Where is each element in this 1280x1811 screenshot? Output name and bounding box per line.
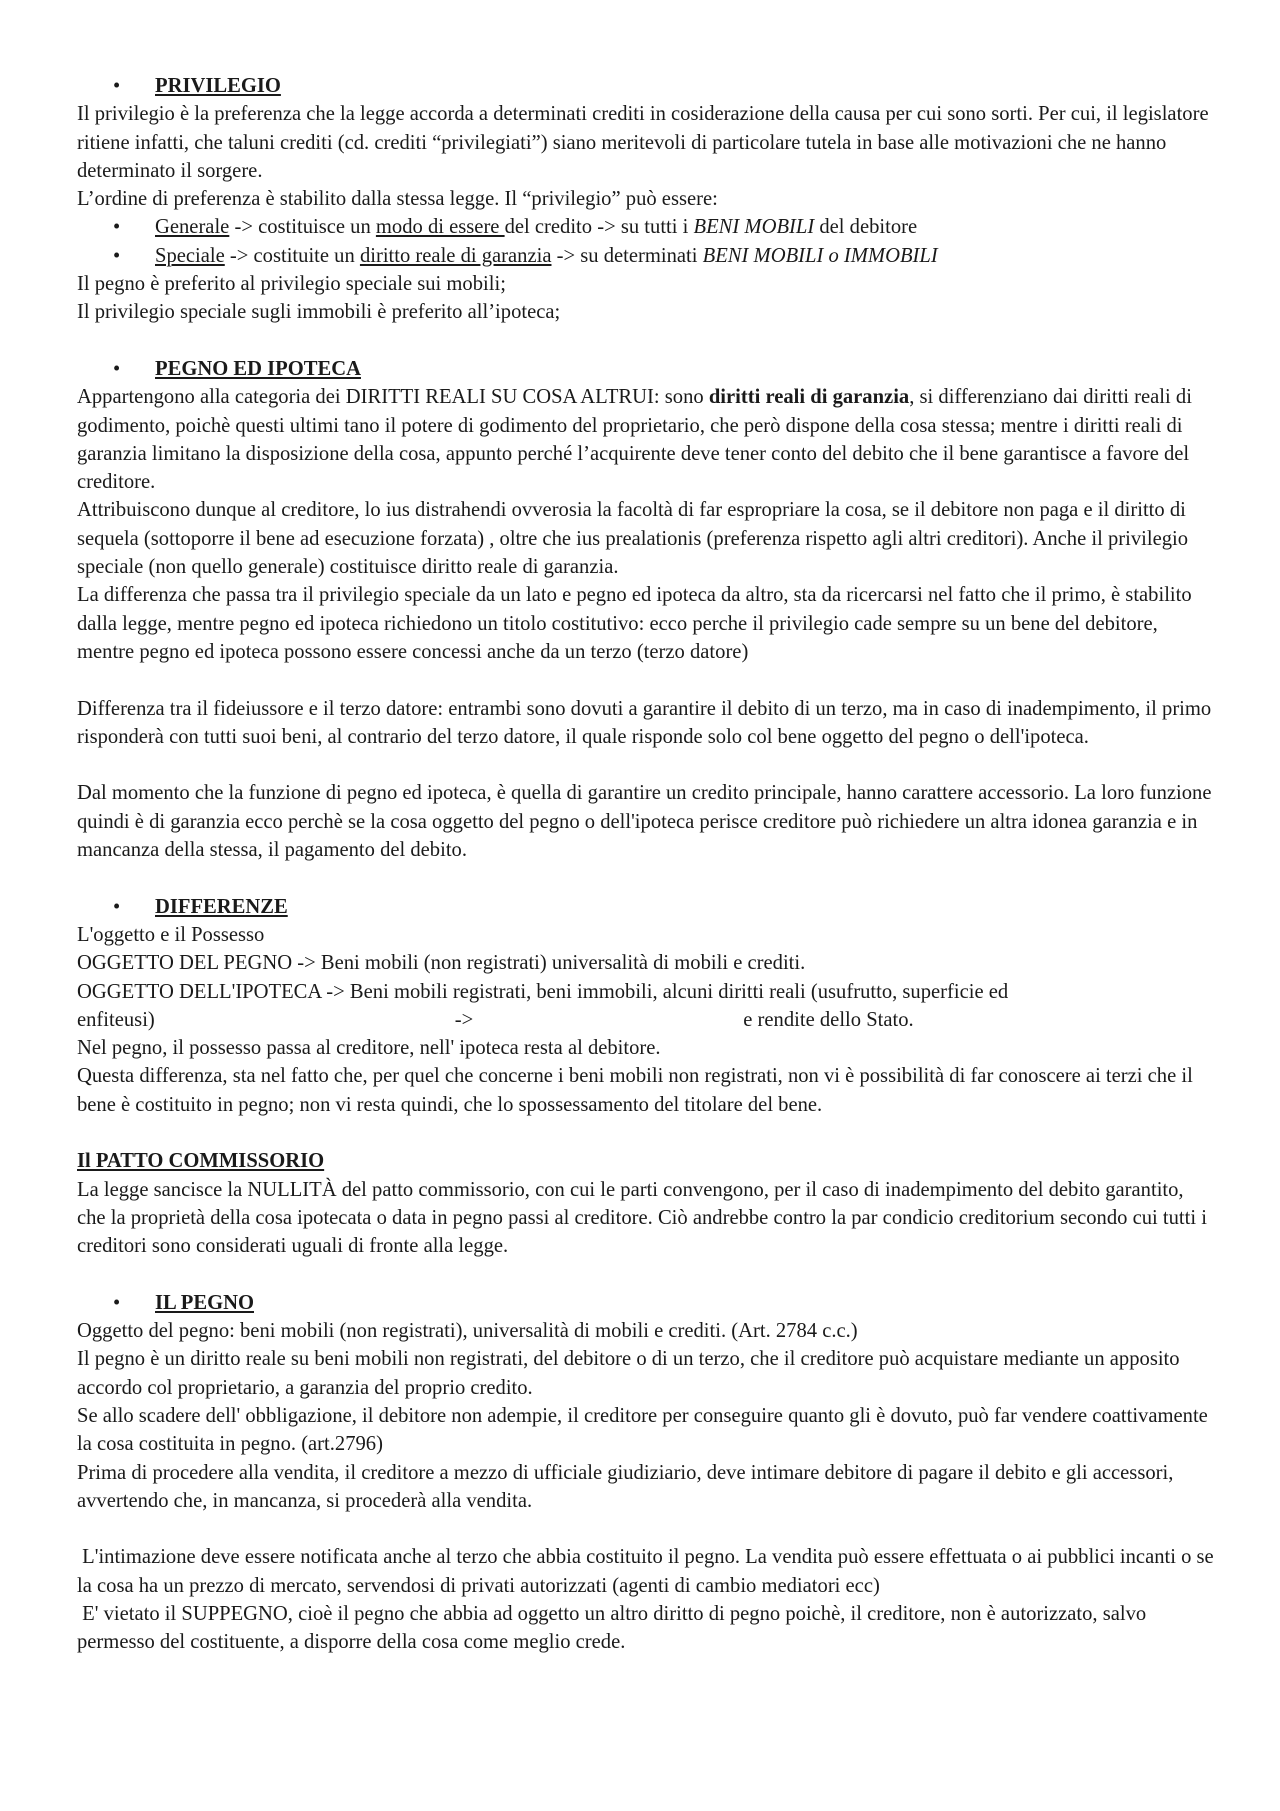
line: Nel pegno, il possesso passa al creditore, nell' ipoteca resta al debitore. <box>77 1037 661 1060</box>
heading-text: PEGNO ED IPOTECA <box>155 357 361 380</box>
section-heading-il-pegno <box>77 1289 1217 1317</box>
term-speciale: Speciale <box>155 244 225 267</box>
line: OGGETTO DEL PEGNO -> Beni mobili (non registrati) universalità di mobili e crediti. <box>77 952 806 975</box>
text: e rendite dello Stato. <box>743 1008 914 1031</box>
line <box>77 1006 1217 1034</box>
spacer <box>77 1260 1217 1288</box>
section-heading-patto <box>77 1147 1217 1175</box>
paragraph: Oggetto del pegno: beni mobili (non registrati), universalità di mobili e crediti. (Art. 2784 c.c.) <box>77 1320 858 1343</box>
list-item-speciale <box>77 242 1217 270</box>
text: enfiteusi) <box>77 1008 155 1031</box>
heading-text: PRIVILEGIO <box>155 75 281 97</box>
paragraph: La differenza che passa tra il privilegio speciale da un lato e pegno ed ipoteca da altro, sta da ricercarsi nel fatto che il primo, è stabilito dalla legge, mentre pegno ed ipoteca richiedono un titolo costitutivo: ecco perche il privilegio cade sempre su un bene del debitore, mentre pegno ed ipoteca possono essere concessi anche da un terzo (terzo datore) <box>77 584 1192 663</box>
spacer <box>77 1119 1217 1147</box>
bullet-dot: • <box>113 75 121 97</box>
bullet-dot: • <box>113 216 121 239</box>
heading-text: IL PEGNO <box>155 1291 254 1314</box>
arrow-text: -> <box>454 1008 474 1031</box>
text: del credito -> su tutti i <box>504 216 694 239</box>
line: OGGETTO DELL'IPOTECA -> Beni mobili registrati, beni immobili, alcuni diritti reali (usufrutto, superficie ed <box>77 980 1009 1003</box>
heading-text: Il PATTO COMMISSORIO <box>77 1150 325 1173</box>
term-modo-di-essere: modo di essere <box>375 216 505 239</box>
paragraph <box>77 383 1217 496</box>
text: Appartengono alla categoria dei DIRITTI REALI SU COSA ALTRUI: sono <box>77 386 709 409</box>
spacer <box>77 327 1217 355</box>
document-page <box>77 72 1217 1657</box>
text: -> costituite un <box>224 244 360 267</box>
text: -> costituisce un <box>229 216 376 239</box>
spacer <box>77 751 1217 779</box>
bold-term: diritti reali di garanzia <box>708 386 910 409</box>
section-heading-privilegio <box>77 72 1217 100</box>
paragraph: Il privilegio è la preferenza che la legge accorda a determinati crediti in cosiderazione della causa per cui sono sorti. Per cui, il legislatore ritiene infatti, che taluni crediti (cd. crediti “privilegiati”) siano meritevoli di particolare tutela in base alle motivazioni che ne hanno determinato il sorgere. <box>77 103 1209 182</box>
bullet-dot: • <box>113 357 121 380</box>
paragraph: Se allo scadere dell' obbligazione, il debitore non adempie, il creditore per conseguire quanto gli è dovuto, può far vendere coattivamente la cosa costituita in pegno. (art.2796) <box>77 1404 1208 1456</box>
text: , si differenziano dai diritti reali di godimento, poichè questi ultimi tano il potere di godimento del proprietario, che però dispone della cosa stessa; mentre i diritti reali di garanzia limitano la disposizione della cosa, appunto perché l’acquirente deve tener conto del debito che il bene garantisce a favore del creditore. <box>77 386 1192 494</box>
text: -> su determinati <box>551 244 703 267</box>
line: L'oggetto e il Possesso <box>77 923 265 946</box>
term-generale: Generale <box>155 216 230 239</box>
spacer <box>77 864 1217 892</box>
bullet-dot: • <box>113 244 121 267</box>
paragraph: Attribuiscono dunque al creditore, lo ius distrahendi ovverosia la facoltà di far espropriare la cosa, se il debitore non paga e il diritto di sequela (sottoporre il bene ad esecuzione forzata) , oltre che ius prealationis (preferenza rispetto agli altri creditori). Anche il privilegio speciale (non quello generale) costituisce diritto reale di garanzia. <box>77 499 1189 579</box>
emphasis: BENI MOBILI o IMMOBILI <box>702 244 938 267</box>
term-diritto-reale: diritto reale di garanzia <box>359 244 552 267</box>
section-heading-differenze <box>77 893 1217 921</box>
paragraph: La legge sancisce la NULLITÀ del patto commissorio, con cui le parti convengono, per il caso di inadempimento del debito garantito, che la proprietà della cosa ipotecata o data in pegno passi al creditore. Ciò andrebbe contro la par condicio creditorium secondo cui tutti i creditori sono considerati uguali di fronte alla legge. <box>77 1178 1207 1258</box>
spacer <box>77 666 1217 694</box>
text: del debitore <box>814 216 918 239</box>
bullet-dot: • <box>113 895 121 918</box>
paragraph: Il pegno è un diritto reale su beni mobili non registrati, del debitore o di un terzo, che il creditore può acquistare mediante un apposito accordo col proprietario, a garanzia del proprio credito. <box>77 1348 1180 1399</box>
heading-text: DIFFERENZE <box>155 895 288 918</box>
bullet-dot: • <box>113 1291 121 1314</box>
paragraph: Dal momento che la funzione di pegno ed ipoteca, è quella di garantire un credito principale, hanno carattere accessorio. La loro funzione quindi è di garanzia ecco perchè se la cosa oggetto del pegno o dell'ipoteca perisce creditore può richiedere un altra idonea garanzia e in mancanza della stessa, il pagamento del debito. <box>77 782 1212 862</box>
list-item-generale <box>77 213 1217 241</box>
paragraph: Questa differenza, sta nel fatto che, per quel che concerne i beni mobili non registrati, non vi è possibilità di far conoscere ai terzi che il bene è costituito in pegno; non vi resta quindi, che lo spossessamento del titolare del bene. <box>77 1065 1193 1116</box>
paragraph: Il privilegio speciale sugli immobili è preferito all’ipoteca; <box>77 301 561 324</box>
emphasis: BENI MOBILI <box>693 216 815 239</box>
paragraph: Prima di procedere alla vendita, il creditore a mezzo di ufficiale giudiziario, deve intimare debitore di pagare il debito e gli accessori, avvertendo che, in mancanza, si procederà alla vendita. <box>77 1461 1174 1512</box>
section-heading-pegno-ipoteca <box>77 355 1217 383</box>
paragraph: L’ordine di preferenza è stabilito dalla stessa legge. Il “privilegio” può essere: <box>77 188 718 211</box>
spacer <box>77 1515 1217 1543</box>
paragraph: L'intimazione deve essere notificata anche al terzo che abbia costituito il pegno. La vendita può essere effettuata o ai pubblici incanti o se la cosa ha un prezzo di mercato, servendosi di privati autorizzati (agenti di cambio mediatori ecc) <box>77 1546 1219 1597</box>
paragraph: Il pegno è preferito al privilegio speciale sui mobili; <box>77 273 506 296</box>
paragraph: Differenza tra il fideiussore e il terzo datore: entrambi sono dovuti a garantire il debito di un terzo, ma in caso di inadempimento, il primo risponderà con tutti suoi beni, al contrario del terzo datore, il quale risponde solo col bene oggetto del pegno o dell'ipoteca. <box>77 697 1212 748</box>
paragraph: E' vietato il SUPPEGNO, cioè il pegno che abbia ad oggetto un altro diritto di pegno poichè, il creditore, non è autorizzato, salvo permesso del costituente, a disporre della cosa come meglio crede. <box>77 1603 1152 1654</box>
